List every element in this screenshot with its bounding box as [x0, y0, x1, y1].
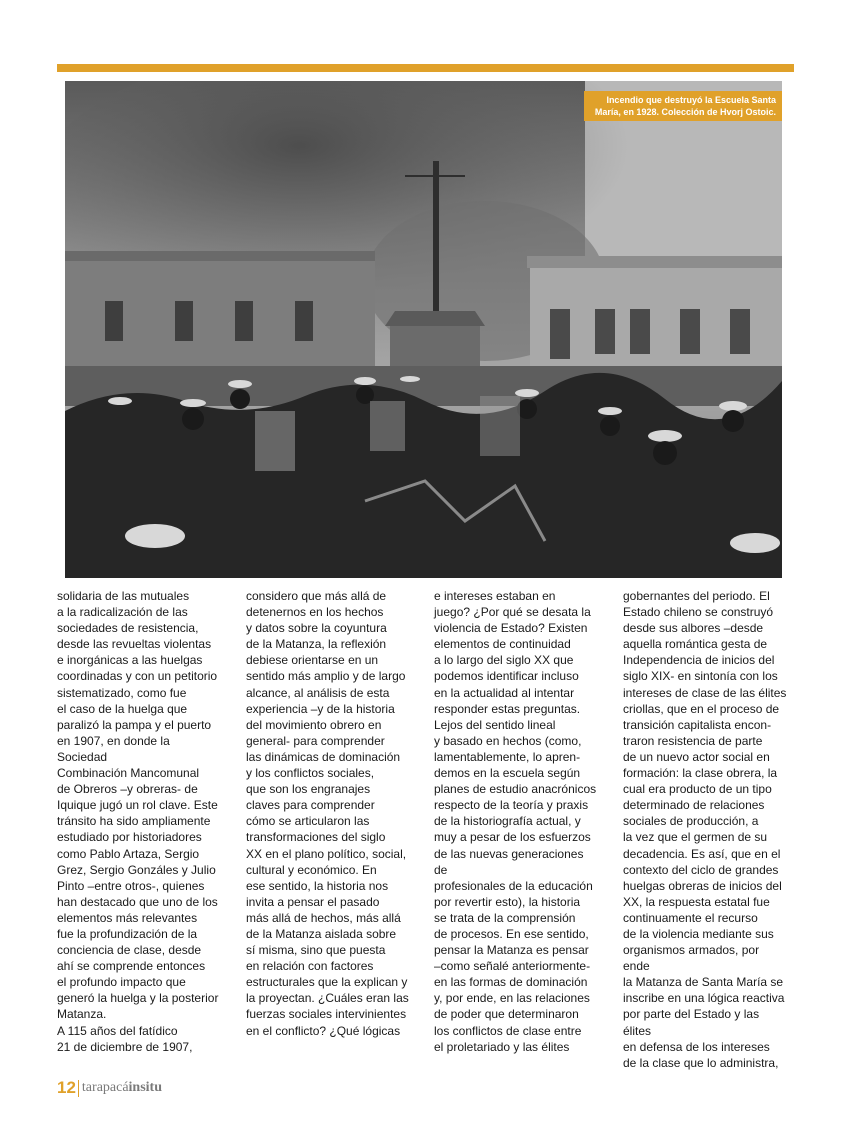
page-number: 12: [57, 1078, 76, 1097]
article-column-2: considero que más allá de detenernos en los hechos y datos sobre la coyuntura de la Matanza, la reflexión debiese orientarse en un sentido más amplio y de largo alcance, al análisis de esta experiencia –y de la historia del movimiento obrero en general- para comprender las dinámicas de dominación y los conflictos sociales, que son los engranajes claves para comprender cómo se articularon las transformaciones del siglo XX en el plano político, social, cultural y económico. En ese sentido, la historia nos invita a pensar el pasado más allá de hechos, más allá de la Matanza aislada sobre sí misma, sino que puesta en relación con factores estructurales que la explican y la proyectan. ¿Cuáles eran las fuerzas sociales intervinientes en el conflicto? ¿Qué lógicas: [246, 589, 409, 1038]
magazine-name-regular: tarapacá: [81, 1080, 129, 1095]
footer-divider: [78, 1080, 79, 1097]
page-footer: [57, 1078, 162, 1098]
article-column-4: gobernantes del periodo. El Estado chileno se construyó desde sus albores –desde aquella romántica gesta de Independencia de inicios del siglo XIX- en sintonía con los intereses de clase de las élites criollas, que en el proceso de transición capitalista encon- traron resistencia de parte de un nuevo actor social en formación: la clase obrera, la cual era producto de un tipo determinado de relaciones sociales de producción, a la vez que el germen de su decadencia. Es así, que en el contexto del ciclo de grandes huelgas obreras de inicios del XX, la respuesta estatal fue continuamente el recurso de la violencia mediante sus organismos armados, por ende la Matanza de Santa María se inscribe en una lógica reactiva por parte del Estado y las élites en defensa de los intereses de la clase que lo administra,: [623, 589, 787, 1070]
top-accent-rule: [57, 64, 794, 72]
historical-photo: [65, 81, 782, 578]
magazine-name-bold: insitu: [128, 1080, 163, 1095]
article-columns: [57, 588, 794, 1070]
fire-crowd-photo-illustration: [65, 81, 782, 578]
article-column-1: solidaria de las mutuales a la radicalización de las sociedades de resistencia, desde las revueltas violentas e inorgánicas a las huelgas coordinadas y con un petitorio sistematizado, como fue el caso de la huelga que paralizó la pampa y el puerto en 1907, en donde la Sociedad Combinación Mancomunal de Obreros –y obreras- de Iquique jugó un rol clave. Este tránsito ha sido ampliamente estudiado por historiadores como Pablo Artaza, Sergio Grez, Sergio Gonzáles y Julio Pinto –entre otros-, quienes han destacado que uno de los elementos más relevantes fue la profundización de la conciencia de clase, desde ahí se comprende entonces el profundo impacto que generó la huelga y la posterior Matanza. A 115 años del fatídico 21 de diciembre de 1907,: [57, 589, 219, 1054]
article-column-3: e intereses estaban en juego? ¿Por qué se desata la violencia de Estado? Existen elementos de continuidad a lo largo del siglo XX que podemos identificar incluso en la actualidad al intentar responder estas preguntas. Lejos del sentido lineal y basado en hechos (como, lamentablemente, lo apren- demos en la escuela según planes de estudio anacrónicos respecto de la teoría y praxis de la historiografía actual, y muy a pesar de los esfuerzos de las nuevas generaciones de profesionales de la educación por revertir esto), la historia se trata de la comprensión de procesos. En ese sentido, pensar la Matanza es pensar –como señalé anteriormente- en las formas de dominación y, por ende, en las relaciones de poder que determinaron los conflictos de clase entre el proletariado y las élites: [434, 589, 597, 1054]
photo-caption: Incendio que destruyó la Escuela Santa María, en 1928. Colección de Hvorj Ostoic.: [584, 91, 782, 121]
